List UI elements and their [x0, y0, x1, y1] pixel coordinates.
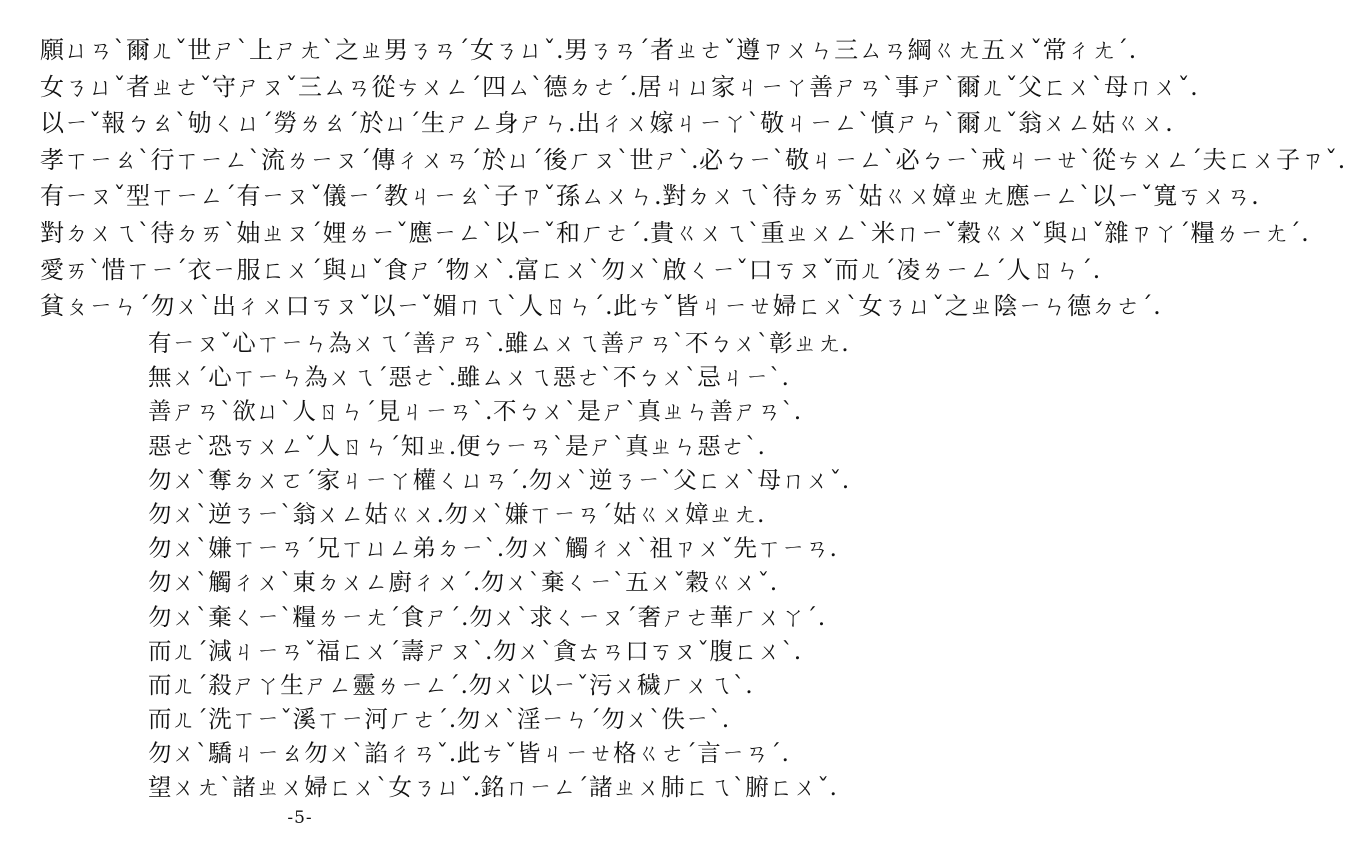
bottom-passage-line-5: 勿ㄨˋ奪ㄉㄨㄛˊ家ㄐㄧㄚ權ㄑㄩㄢˊ.勿ㄨˋ逆ㄋㄧˋ父ㄈㄨˋ母ㄇㄨˇ.	[148, 465, 850, 494]
top-passage-line-5: 有ㄧㄡˇ型ㄒㄧㄥˊ有ㄧㄡˇ儀ㄧˊ教ㄐㄧㄠˋ子ㄗˇ孫ㄙㄨㄣ.對ㄉㄨㄟˋ待ㄉㄞˋ姑ㄍㄨ嫜ㄓㄤ應ㄧㄥˋ以ㄧˇ寬ㄎㄨㄢ.	[40, 182, 1260, 211]
bottom-passage-line-7: 勿ㄨˋ嫌ㄒㄧㄢˊ兄ㄒㄩㄥ弟ㄉㄧˋ.勿ㄨˋ觸ㄔㄨˋ祖ㄗㄨˇ先ㄒㄧㄢ.	[148, 534, 838, 563]
top-passage	[40, 38, 1346, 331]
bottom-passage-line-14: 望ㄨㄤˋ諸ㄓㄨ婦ㄈㄨˋ女ㄋㄩˇ.銘ㄇㄧㄥˊ諸ㄓㄨ肺ㄈㄟˋ腑ㄈㄨˇ.	[148, 773, 838, 802]
bottom-passage	[148, 331, 850, 810]
bottom-passage-line-8: 勿ㄨˋ觸ㄔㄨˋ東ㄉㄨㄥ廚ㄔㄨˊ.勿ㄨˋ棄ㄑㄧˋ五ㄨˇ穀ㄍㄨˇ.	[148, 568, 778, 597]
top-passage-line-2: 女ㄋㄩˇ者ㄓㄜˇ守ㄕㄡˇ三ㄙㄢ從ㄘㄨㄥˊ四ㄙˋ德ㄉㄜˊ.居ㄐㄩ家ㄐㄧㄚ善ㄕㄢˋ事ㄕˋ爾ㄦˇ父ㄈㄨˋ母ㄇㄨˇ.	[40, 72, 1199, 101]
top-passage-line-4: 孝ㄒㄧㄠˋ行ㄒㄧㄥˋ流ㄌㄧㄡˊ傳ㄔㄨㄢˊ於ㄩˊ後ㄏㄡˋ世ㄕˋ.必ㄅㄧˋ敬ㄐㄧㄥˋ必ㄅㄧˋ戒ㄐㄧㄝˋ從ㄘㄨㄥˊ夫ㄈㄨ子ㄗˇ.	[40, 145, 1346, 174]
page-number: -5-	[287, 808, 313, 828]
top-passage-line-6: 對ㄉㄨㄟˋ待ㄉㄞˋ妯ㄓㄡˊ娌ㄌㄧˇ應ㄧㄥˋ以ㄧˇ和ㄏㄜˊ.貴ㄍㄨㄟˋ重ㄓㄨㄥˋ米ㄇㄧˇ穀ㄍㄨˇ與ㄩˇ雜ㄗㄚˊ糧ㄌㄧㄤˊ.	[40, 218, 1310, 247]
bottom-passage-line-3: 善ㄕㄢˋ欲ㄩˋ人ㄖㄣˊ見ㄐㄧㄢˋ.不ㄅㄨˋ是ㄕˋ真ㄓㄣ善ㄕㄢˋ.	[148, 397, 802, 426]
bottom-passage-line-9: 勿ㄨˋ棄ㄑㄧˋ糧ㄌㄧㄤˊ食ㄕˊ.勿ㄨˋ求ㄑㄧㄡˊ奢ㄕㄜ華ㄏㄨㄚˊ.	[148, 602, 826, 631]
bottom-passage-line-13: 勿ㄨˋ驕ㄐㄧㄠ勿ㄨˋ諂ㄔㄢˇ.此ㄘˇ皆ㄐㄧㄝ格ㄍㄜˊ言ㄧㄢˊ.	[148, 739, 790, 768]
top-passage-line-7: 愛ㄞˋ惜ㄒㄧˊ衣ㄧ服ㄈㄨˊ與ㄩˇ食ㄕˊ物ㄨˋ.富ㄈㄨˋ勿ㄨˋ啟ㄑㄧˇ口ㄎㄡˇ而ㄦˊ凌ㄌㄧㄥˊ人ㄖㄣˊ.	[40, 255, 1101, 284]
bottom-passage-line-11: 而ㄦˊ殺ㄕㄚ生ㄕㄥ靈ㄌㄧㄥˊ.勿ㄨˋ以ㄧˇ污ㄨ穢ㄏㄨㄟˋ.	[148, 670, 754, 699]
bottom-passage-line-12: 而ㄦˊ洗ㄒㄧˇ溪ㄒㄧ河ㄏㄜˊ.勿ㄨˋ淫ㄧㄣˊ勿ㄨˋ佚ㄧˋ.	[148, 705, 730, 734]
bottom-passage-line-4: 惡ㄜˋ恐ㄎㄨㄥˇ人ㄖㄣˊ知ㄓ.便ㄅㄧㄢˋ是ㄕˋ真ㄓㄣ惡ㄜˋ.	[148, 431, 766, 460]
bottom-passage-line-1: 有ㄧㄡˇ心ㄒㄧㄣ為ㄨㄟˊ善ㄕㄢˋ.雖ㄙㄨㄟ善ㄕㄢˋ不ㄅㄨˋ彰ㄓㄤ.	[148, 329, 850, 357]
bottom-passage-line-2: 無ㄨˊ心ㄒㄧㄣ為ㄨㄟˊ惡ㄜˋ.雖ㄙㄨㄟ惡ㄜˋ不ㄅㄨˋ忌ㄐㄧˋ.	[148, 363, 790, 392]
top-passage-line-1: 願ㄩㄢˋ爾ㄦˇ世ㄕˋ上ㄕㄤˋ之ㄓ男ㄋㄢˊ女ㄋㄩˇ.男ㄋㄢˊ者ㄓㄜˇ遵ㄗㄨㄣ三ㄙㄢ綱ㄍㄤ五ㄨˇ常ㄔㄤˊ.	[40, 36, 1137, 64]
top-passage-line-8: 貧ㄆㄧㄣˊ勿ㄨˋ出ㄔㄨ口ㄎㄡˇ以ㄧˇ媚ㄇㄟˋ人ㄖㄣˊ.此ㄘˇ皆ㄐㄧㄝ婦ㄈㄨˋ女ㄋㄩˇ之ㄓ陰ㄧㄣ德ㄉㄜˊ.	[40, 292, 1162, 321]
bottom-passage-line-10: 而ㄦˊ減ㄐㄧㄢˇ福ㄈㄨˊ壽ㄕㄡˋ.勿ㄨˋ貪ㄊㄢ口ㄎㄡˇ腹ㄈㄨˋ.	[148, 636, 802, 665]
top-passage-line-3: 以ㄧˇ報ㄅㄠˋ劬ㄑㄩˊ勞ㄌㄠˊ於ㄩˊ生ㄕㄥ身ㄕㄣ.出ㄔㄨ嫁ㄐㄧㄚˋ敬ㄐㄧㄥˋ慎ㄕㄣˋ爾ㄦˇ翁ㄨㄥ姑ㄍㄨ.	[40, 109, 1174, 138]
bottom-passage-line-6: 勿ㄨˋ逆ㄋㄧˋ翁ㄨㄥ姑ㄍㄨ.勿ㄨˋ嫌ㄒㄧㄢˊ姑ㄍㄨ嫜ㄓㄤ.	[148, 499, 765, 528]
